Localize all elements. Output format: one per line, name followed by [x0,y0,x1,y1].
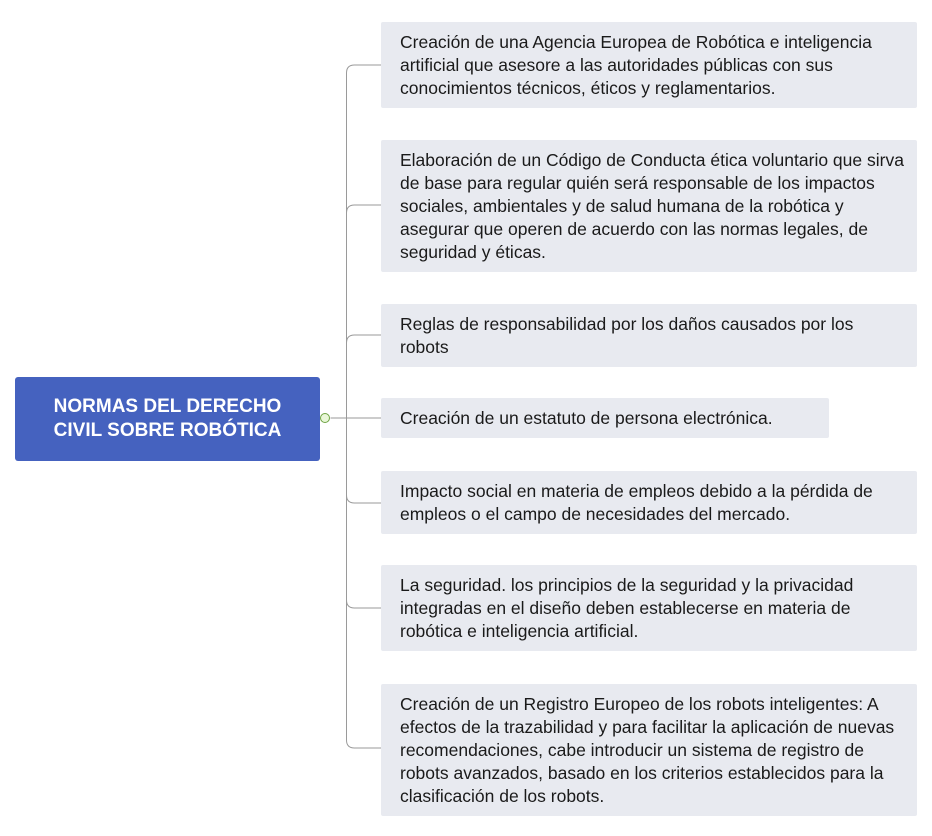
topic-label: Reglas de responsabilidad por los daños causados por los robots [400,314,854,357]
topic-codigo-conducta[interactable] [381,140,917,272]
topic-label: Creación de un Registro Europeo de los robots inteligentes: A efectos de la trazabilidad y para facilitar la aplicación de nuevas recomendaciones, cabe introducir un sistema de registro de robots avanzados, basado en los criterios establecidos para la clasificación de los robots. [400,694,895,806]
topic-label: Creación de un estatuto de persona electrónica. [400,408,773,428]
topic-label: La seguridad. los principios de la seguridad y la privacidad integradas en el diseño deben establecerse en materia de robótica e inteligencia artificial. [400,575,854,641]
connector-topic-5 [347,495,382,503]
connector-topic-6 [347,600,382,608]
central-topic[interactable] [15,377,320,461]
topic-impacto-social[interactable] [381,471,917,534]
connector-topic-3 [347,335,382,343]
topic-reglas-responsabilidad[interactable] [381,304,917,367]
collapse-toggle-icon[interactable] [320,413,330,423]
central-topic-label: NORMAS DEL DERECHO CIVIL SOBRE ROBÓTICA [53,396,282,441]
topic-label: Elaboración de un Código de Conducta ética voluntario que sirva de base para regular quién será responsable de los impactos sociales, ambientales y de salud humana de la robótica y asegurar que operen de acuerdo con las normas legales, de seguridad y éticas. [400,150,904,262]
topic-registro-europeo[interactable] [381,684,917,816]
topic-persona-electronica[interactable] [381,398,829,438]
topic-seguridad[interactable] [381,565,917,651]
topic-label: Impacto social en materia de empleos debido a la pérdida de empleos o el campo de necesidades del mercado. [400,481,873,524]
connector-topic-1 [347,65,382,73]
connector-topic-2 [347,205,382,213]
topic-label: Creación de una Agencia Europea de Robótica e inteligencia artificial que asesore a las autoridades públicas con sus conocimientos técnicos, éticos y reglamentarios. [400,32,872,98]
topic-agencia-europea[interactable] [381,22,917,108]
connector-topic-7 [347,740,382,748]
